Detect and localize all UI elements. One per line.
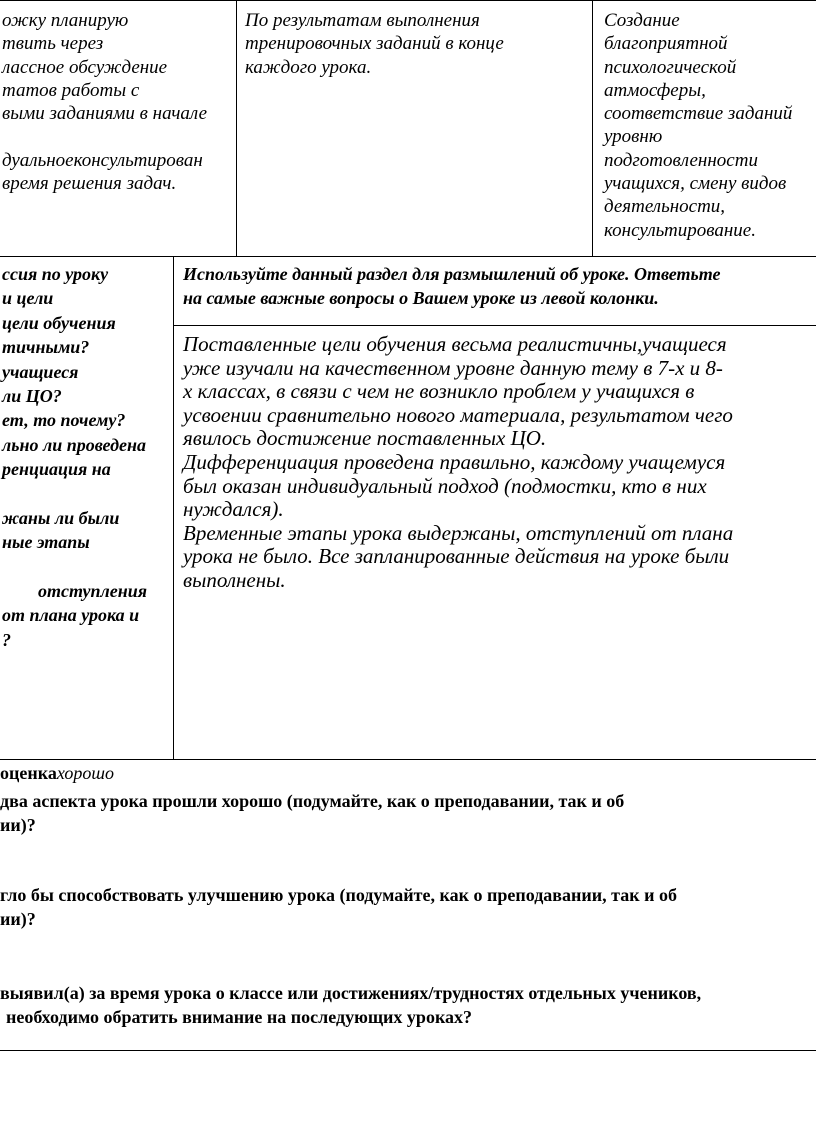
row1-col2-text (245, 9, 504, 79)
text-line: усвоении сравнительно нового материала, результатом чего (183, 402, 733, 427)
row2-divider (173, 256, 174, 760)
text-line: отступления (38, 581, 148, 602)
text-line: цели обучения (2, 312, 116, 333)
text-line: Временные этапы урока выдержаны, отступлений от плана (183, 520, 734, 545)
text-line: и цели (2, 288, 54, 309)
text-line: явилось достижение поставленных ЦО. (183, 426, 547, 451)
text-line: на самые важные вопросы о Вашем уроке из левой колонки. (183, 288, 659, 308)
text-line: от плана урока и (2, 605, 140, 626)
text-line: был оказан индивидуальный подход (подмостки, кто в них (183, 473, 707, 498)
text-line: два аспекта урока прошли хорошо (подумайте, как о преподавании, так и об (0, 791, 625, 811)
text-line: необходимо обратить внимание на последующих уроках? (6, 1007, 473, 1027)
text-line: выполнены. (183, 567, 286, 592)
text-line: выми заданиями в начале (2, 103, 208, 125)
question-went-well (0, 789, 624, 837)
overall-evaluation (0, 763, 114, 784)
text-line: ренциация на (2, 459, 111, 480)
text-line: татов работы с (2, 79, 140, 101)
evaluation-label: оценка (0, 763, 57, 783)
text-line: ссия по уроку (2, 264, 109, 284)
text-line: Дифференциация проведена правильно, каждому учащемуся (183, 449, 726, 474)
text-line: льно ли проведена (2, 434, 146, 455)
row1-col3-text (604, 9, 792, 242)
text-line: нуждался). (183, 497, 284, 522)
table-bottom-border (0, 759, 816, 760)
row1-divider-col1-col2 (236, 0, 237, 257)
text-line: ли ЦО? (2, 385, 62, 406)
text-line: каждого урока. (245, 56, 372, 78)
text-line: благоприятной (604, 33, 728, 55)
text-line: атмосферы, (604, 79, 706, 101)
text-line: Создание (604, 10, 680, 31)
text-line: подготовленности (604, 149, 758, 171)
row-separator (0, 256, 816, 257)
row1-divider-col2-col3 (592, 0, 593, 257)
reflection-answer (183, 333, 733, 593)
text-line: деятельности, (604, 196, 726, 218)
question-improvement (0, 883, 677, 931)
evaluation-value: хорошо (56, 763, 114, 783)
text-line: жаны ли были (2, 507, 120, 528)
text-line: ии)? (0, 815, 36, 835)
text-line: х классах, в связи с чем не возникло проблем у учащихся в (183, 379, 695, 404)
text-line: ? (2, 629, 11, 650)
text-line (2, 125, 207, 148)
text-line (2, 482, 147, 506)
text-line: урока не было. Все запланированные действия на уроке были (183, 544, 730, 569)
text-line: ожку планирую (2, 10, 129, 31)
text-line: учащиеся (2, 361, 79, 382)
text-line: твить через (2, 33, 104, 55)
text-line: ии)? (0, 909, 36, 929)
text-line: выявил(а) за время урока о классе или достижениях/трудностях отдельных учеников, (0, 983, 702, 1003)
reflection-instructions (183, 262, 721, 310)
row2-header-separator (173, 325, 816, 326)
row1-col1-text (2, 9, 207, 195)
text-line: учащихся, смену видов (604, 173, 787, 195)
text-line (2, 555, 147, 579)
text-line: Поставленные цели обучения весьма реалистичны,учащиеся (183, 332, 727, 356)
text-line: время решения задач. (2, 173, 177, 195)
page-bottom-rule (0, 1050, 816, 1051)
text-line: психологической (604, 56, 737, 78)
table-top-border (0, 0, 816, 1)
question-learned-about-class (0, 981, 701, 1029)
text-line: дуальноеконсультирован (2, 149, 203, 171)
text-line: гло бы способствовать улучшению урока (подумайте, как о преподавании, так и об (0, 885, 677, 905)
text-line: тренировочных заданий в конце (245, 33, 504, 55)
text-line: ные этапы (2, 532, 90, 553)
text-line: консультирование. (604, 219, 756, 241)
text-line: ет, то почему? (2, 410, 126, 431)
text-line: Используйте данный раздел для размышлений об уроке. Ответьте (183, 264, 721, 284)
text-line: По результатам выполнения (245, 10, 480, 31)
text-line: уровню (604, 126, 663, 148)
text-line: лассное обсуждение (2, 56, 168, 78)
text-line: соответствие заданий (604, 103, 793, 125)
text-line: тичными? (2, 337, 90, 358)
reflection-questions (2, 262, 147, 652)
text-line: уже изучали на качественном уровне данную тему в 7-х и 8- (183, 355, 723, 380)
